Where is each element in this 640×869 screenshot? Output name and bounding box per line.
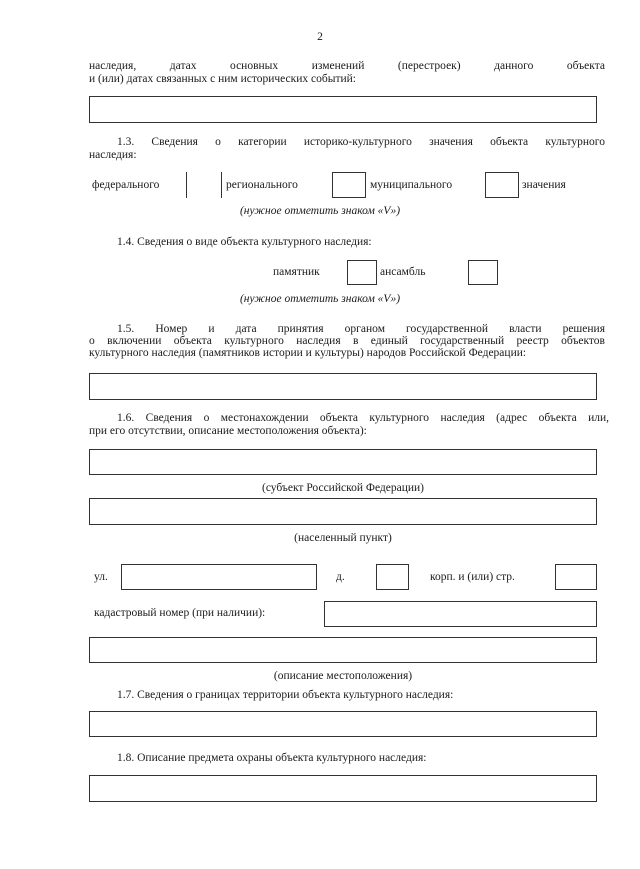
category-federal-label: федерального — [92, 179, 160, 191]
s13-line-2: наследия: — [89, 149, 137, 161]
federal-subject-caption: (субъект Российской Федерации) — [261, 482, 425, 494]
history-dates-field[interactable] — [89, 96, 597, 123]
s14-note: (нужное отметить знаком «V») — [239, 293, 401, 305]
house-field[interactable] — [376, 564, 409, 590]
s14-heading: 1.4. Сведения о виде объекта культурного наследия: — [117, 236, 372, 248]
s16-line-1: 1.6. Сведения о местонахождении объекта культурного наследия (адрес объекта или, — [117, 412, 609, 424]
category-federal-checkbox[interactable] — [186, 172, 222, 198]
s18-heading: 1.8. Описание предмета охраны объекта культурного наследия: — [117, 752, 427, 764]
category-regional-checkbox[interactable] — [332, 172, 366, 198]
type-monument-label: памятник — [273, 266, 320, 278]
category-meaning-label: значения — [522, 179, 566, 191]
category-municipal-label: муниципального — [370, 179, 453, 191]
s15-line-1: 1.5. Номер и дата принятия органом государственной власти решения — [117, 323, 605, 335]
territory-boundaries-field[interactable] — [89, 711, 597, 737]
s17-heading: 1.7. Сведения о границах территории объекта культурного наследия: — [117, 689, 454, 701]
house-label: д. — [336, 571, 345, 583]
intro-line-1: наследия, датах основных изменений (перестроек) данного объекта — [89, 60, 605, 72]
building-label: корп. и (или) стр. — [430, 571, 515, 583]
page-number: 2 — [317, 31, 323, 43]
locality-caption: (населенный пункт) — [294, 532, 392, 544]
registry-decision-field[interactable] — [89, 373, 597, 400]
category-municipal-checkbox[interactable] — [485, 172, 519, 198]
intro-line-2: и (или) датах связанных с ним исторических событий: — [89, 73, 356, 85]
protection-subject-field[interactable] — [89, 775, 597, 802]
type-ensemble-checkbox[interactable] — [468, 260, 498, 285]
cadastral-number-field[interactable] — [324, 601, 597, 627]
cadastral-label: кадастровый номер (при наличии): — [94, 607, 266, 619]
s13-note: (нужное отметить знаком «V») — [239, 205, 401, 217]
location-description-field[interactable] — [89, 637, 597, 663]
type-monument-checkbox[interactable] — [347, 260, 377, 285]
s16-line-2: при его отсутствии, описание местоположения объекта): — [89, 425, 367, 437]
locality-field[interactable] — [89, 498, 597, 525]
s15-line-2: о включении объекта культурного наследия в единый государственный реестр объектов — [89, 335, 605, 347]
category-regional-label: регионального — [226, 179, 298, 191]
s15-line-3: культурного наследия (памятников истории и культуры) народов Российской Федерации: — [89, 347, 527, 359]
type-ensemble-label: ансамбль — [380, 266, 426, 278]
street-label: ул. — [94, 571, 108, 583]
federal-subject-field[interactable] — [89, 449, 597, 475]
s13-line-1: 1.3. Сведения о категории историко-культурного значения объекта культурного — [117, 136, 605, 148]
street-field[interactable] — [121, 564, 317, 590]
location-description-caption: (описание местоположения) — [273, 670, 413, 682]
building-field[interactable] — [555, 564, 597, 590]
